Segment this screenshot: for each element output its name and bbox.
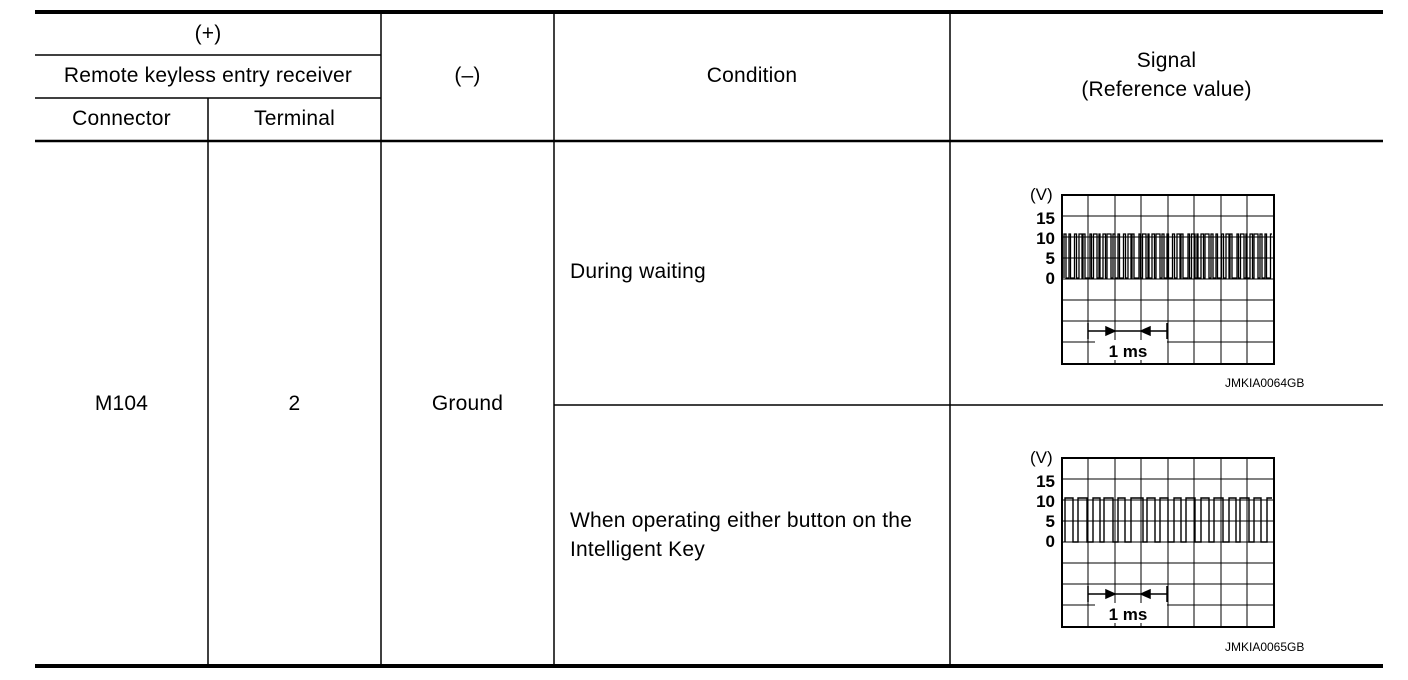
waveform-scope-waiting [1025, 180, 1285, 370]
figure-code-1: JMKIA0064GB [1225, 376, 1305, 390]
scope-tick-0: 0 [1045, 269, 1055, 288]
minus-value: Ground [431, 392, 504, 415]
header-signal-reference: (Reference value) [1081, 78, 1252, 101]
header-connector: Connector [72, 107, 171, 130]
scope-time-label: 1 ms [1108, 342, 1148, 361]
header-minus: (–) [454, 64, 481, 87]
header-condition: Condition [706, 64, 798, 87]
scope-tick-5: 5 [1045, 249, 1055, 268]
header-component: Remote keyless entry receiver [63, 64, 353, 87]
scope-time-label: 1 ms [1108, 605, 1148, 624]
condition-operating-line2: Intelligent Key [570, 538, 705, 561]
header-plus: (+) [194, 22, 222, 45]
scope-tick-10: 10 [1036, 229, 1055, 248]
terminal-value: 2 [288, 392, 301, 415]
waveform-trace [1064, 234, 1272, 278]
connector-value: M104 [94, 392, 149, 415]
header-terminal: Terminal [254, 107, 335, 130]
waveform-trace [1065, 498, 1272, 542]
waveform-scope-operating [1025, 443, 1285, 633]
scope-tick-15: 15 [1036, 472, 1055, 491]
scope-tick-0: 0 [1045, 532, 1055, 551]
header-signal: Signal [1136, 49, 1197, 72]
scope-unit: (V) [1030, 448, 1053, 467]
scope-tick-10: 10 [1036, 492, 1055, 511]
figure-code-2: JMKIA0065GB [1225, 640, 1305, 654]
scope-tick-15: 15 [1036, 209, 1055, 228]
scope-tick-5: 5 [1045, 512, 1055, 531]
scope-unit: (V) [1030, 185, 1053, 204]
condition-operating-line1: When operating either button on the [570, 509, 913, 532]
condition-waiting: During waiting [570, 260, 706, 283]
